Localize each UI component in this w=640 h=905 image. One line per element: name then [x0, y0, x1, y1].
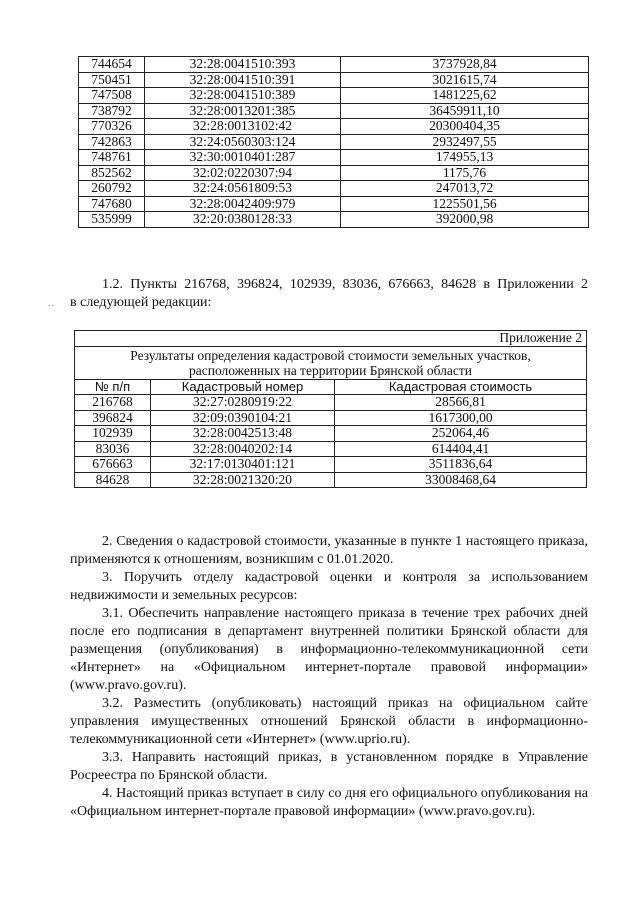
cell-cadastral-value: 1481225,62	[341, 88, 589, 104]
cell-cadastral-number: 32:28:0021320:20	[151, 472, 335, 488]
header-cadastral-value: Кадастровая стоимость	[335, 379, 587, 395]
header-number: № п/п	[75, 379, 151, 395]
table-title-row	[75, 346, 587, 379]
cell-cadastral-value: 2932497,55	[341, 134, 589, 150]
table-row	[79, 119, 589, 135]
cell-cadastral-value: 3511836,64	[335, 457, 587, 473]
appendix-row	[75, 331, 587, 347]
cell-number: 750451	[79, 72, 145, 88]
cell-cadastral-value: 36459911,10	[341, 103, 589, 119]
cell-number: 102939	[75, 426, 151, 442]
table-row	[75, 441, 587, 457]
table-row	[79, 57, 589, 73]
table-title-line-2: расположенных на территории Брянской области	[189, 362, 472, 378]
header-cadastral-number: Кадастровый номер	[151, 379, 335, 395]
cell-cadastral-value: 1175,76	[341, 165, 589, 181]
cell-cadastral-value: 614404,41	[335, 441, 587, 457]
cell-number: 748761	[79, 150, 145, 166]
cell-cadastral-value: 1617300,00	[335, 410, 587, 426]
cell-cadastral-number: 32:17:0130401:121	[151, 457, 335, 473]
paragraph-3-1: 3.1. Обеспечить направление настоящего приказа в течение трех рабочих дней после его подписания в департамент внутренней политики Брянской области для размещения (опубликования) в информационно-телекоммуникационной сети «Интернет» на «Официальном интернет-портале правовой информации» (www.pravo.gov.ru).	[70, 606, 588, 693]
paragraph-1-2-line-1: 1.2. Пункты 216768, 396824, 102939, 83036, 676663, 84628 в Приложении 2	[102, 277, 588, 292]
cell-cadastral-value: 252064,46	[335, 426, 587, 442]
cell-cadastral-value: 392000,98	[341, 212, 589, 228]
cell-cadastral-number: 32:24:0561809:53	[145, 181, 341, 197]
cell-cadastral-value: 28566,81	[335, 395, 587, 411]
cell-cadastral-value: 174955,13	[341, 150, 589, 166]
cell-number: 84628	[75, 472, 151, 488]
table-row	[79, 181, 589, 197]
paragraph-4: 4. Настоящий приказ вступает в силу со дня его официального опубликования на «Официальном интернет-портале правовой информации» (www.pravo.gov.ru).	[70, 786, 588, 819]
table-row	[79, 196, 589, 212]
paragraph-3-3: 3.3. Направить настоящий приказ, в установленном порядке в Управление Росреестра по Брянской области.	[70, 750, 588, 783]
cell-cadastral-value: 247013,72	[341, 181, 589, 197]
paragraph-3: 3. Поручить отделу кадастровой оценки и контроля за использованием недвижимости и земельных ресурсов:	[70, 570, 588, 603]
paragraph-1-2-line-2: в следующей редакции:	[70, 295, 212, 310]
header-row	[75, 379, 587, 395]
cell-number: 83036	[75, 441, 151, 457]
table-row	[75, 395, 587, 411]
cell-cadastral-number: 32:30:0010401:287	[145, 150, 341, 166]
appendix-label: Приложение 2	[75, 331, 587, 347]
table-row	[75, 472, 587, 488]
cell-cadastral-number: 32:28:0013201:385	[145, 103, 341, 119]
cell-cadastral-value: 1225501,56	[341, 196, 589, 212]
cell-cadastral-number: 32:09:0390104:21	[151, 410, 335, 426]
cell-cadastral-number: 32:28:0041510:389	[145, 88, 341, 104]
table-row	[75, 457, 587, 473]
cell-number: 535999	[79, 212, 145, 228]
table-row	[79, 150, 589, 166]
cell-number: 770326	[79, 119, 145, 135]
appendix-2-table	[74, 330, 587, 488]
cell-cadastral-number: 32:20:0380128:33	[145, 212, 341, 228]
margin-mark: ..	[48, 298, 55, 309]
cell-number: 676663	[75, 457, 151, 473]
cell-number: 260792	[79, 181, 145, 197]
cell-cadastral-value: 3737928,84	[341, 57, 589, 73]
cell-cadastral-number: 32:28:0042513:48	[151, 426, 335, 442]
cell-number: 396824	[75, 410, 151, 426]
cell-cadastral-number: 32:28:0042409:979	[145, 196, 341, 212]
cell-number: 747508	[79, 88, 145, 104]
cell-number: 747680	[79, 196, 145, 212]
table-row	[75, 410, 587, 426]
table-row	[75, 426, 587, 442]
paragraph-2: 2. Сведения о кадастровой стоимости, указанные в пункте 1 настоящего приказа, применяются к отношениям, возникшим с 01.01.2020.	[70, 534, 588, 567]
cell-number: 852562	[79, 165, 145, 181]
cell-cadastral-number: 32:02:0220307:94	[145, 165, 341, 181]
cell-cadastral-number: 32:27:0280919:22	[151, 395, 335, 411]
cell-cadastral-value: 20300404,35	[341, 119, 589, 135]
cell-cadastral-number: 32:24:0560303:124	[145, 134, 341, 150]
cell-number: 216768	[75, 395, 151, 411]
cell-cadastral-number: 32:28:0040202:14	[151, 441, 335, 457]
table-title	[75, 346, 587, 379]
table-row	[79, 165, 589, 181]
cell-cadastral-number: 32:28:0041510:393	[145, 57, 341, 73]
cadastral-table-continuation	[78, 56, 589, 228]
cell-number: 744654	[79, 57, 145, 73]
cell-number: 738792	[79, 103, 145, 119]
table-row	[79, 134, 589, 150]
table-body	[75, 395, 587, 488]
cell-cadastral-number: 32:28:0041510:391	[145, 72, 341, 88]
cell-cadastral-number: 32:28:0013102:42	[145, 119, 341, 135]
cell-cadastral-value: 33008468,64	[335, 472, 587, 488]
table-row	[79, 88, 589, 104]
table-body	[79, 57, 589, 228]
table-row	[79, 103, 589, 119]
cell-cadastral-value: 3021615,74	[341, 72, 589, 88]
table-title-line-1: Результаты определения кадастровой стоимости земельных участков,	[130, 347, 531, 363]
table-row	[79, 72, 589, 88]
cell-number: 742863	[79, 134, 145, 150]
paragraph-3-2: 3.2. Разместить (опубликовать) настоящий приказ на официальном сайте управления имущественных отношений Брянской области в информационно-телекоммуникационной сети «Интернет» (www.uprio.ru).	[70, 696, 588, 747]
table-row	[79, 212, 589, 228]
